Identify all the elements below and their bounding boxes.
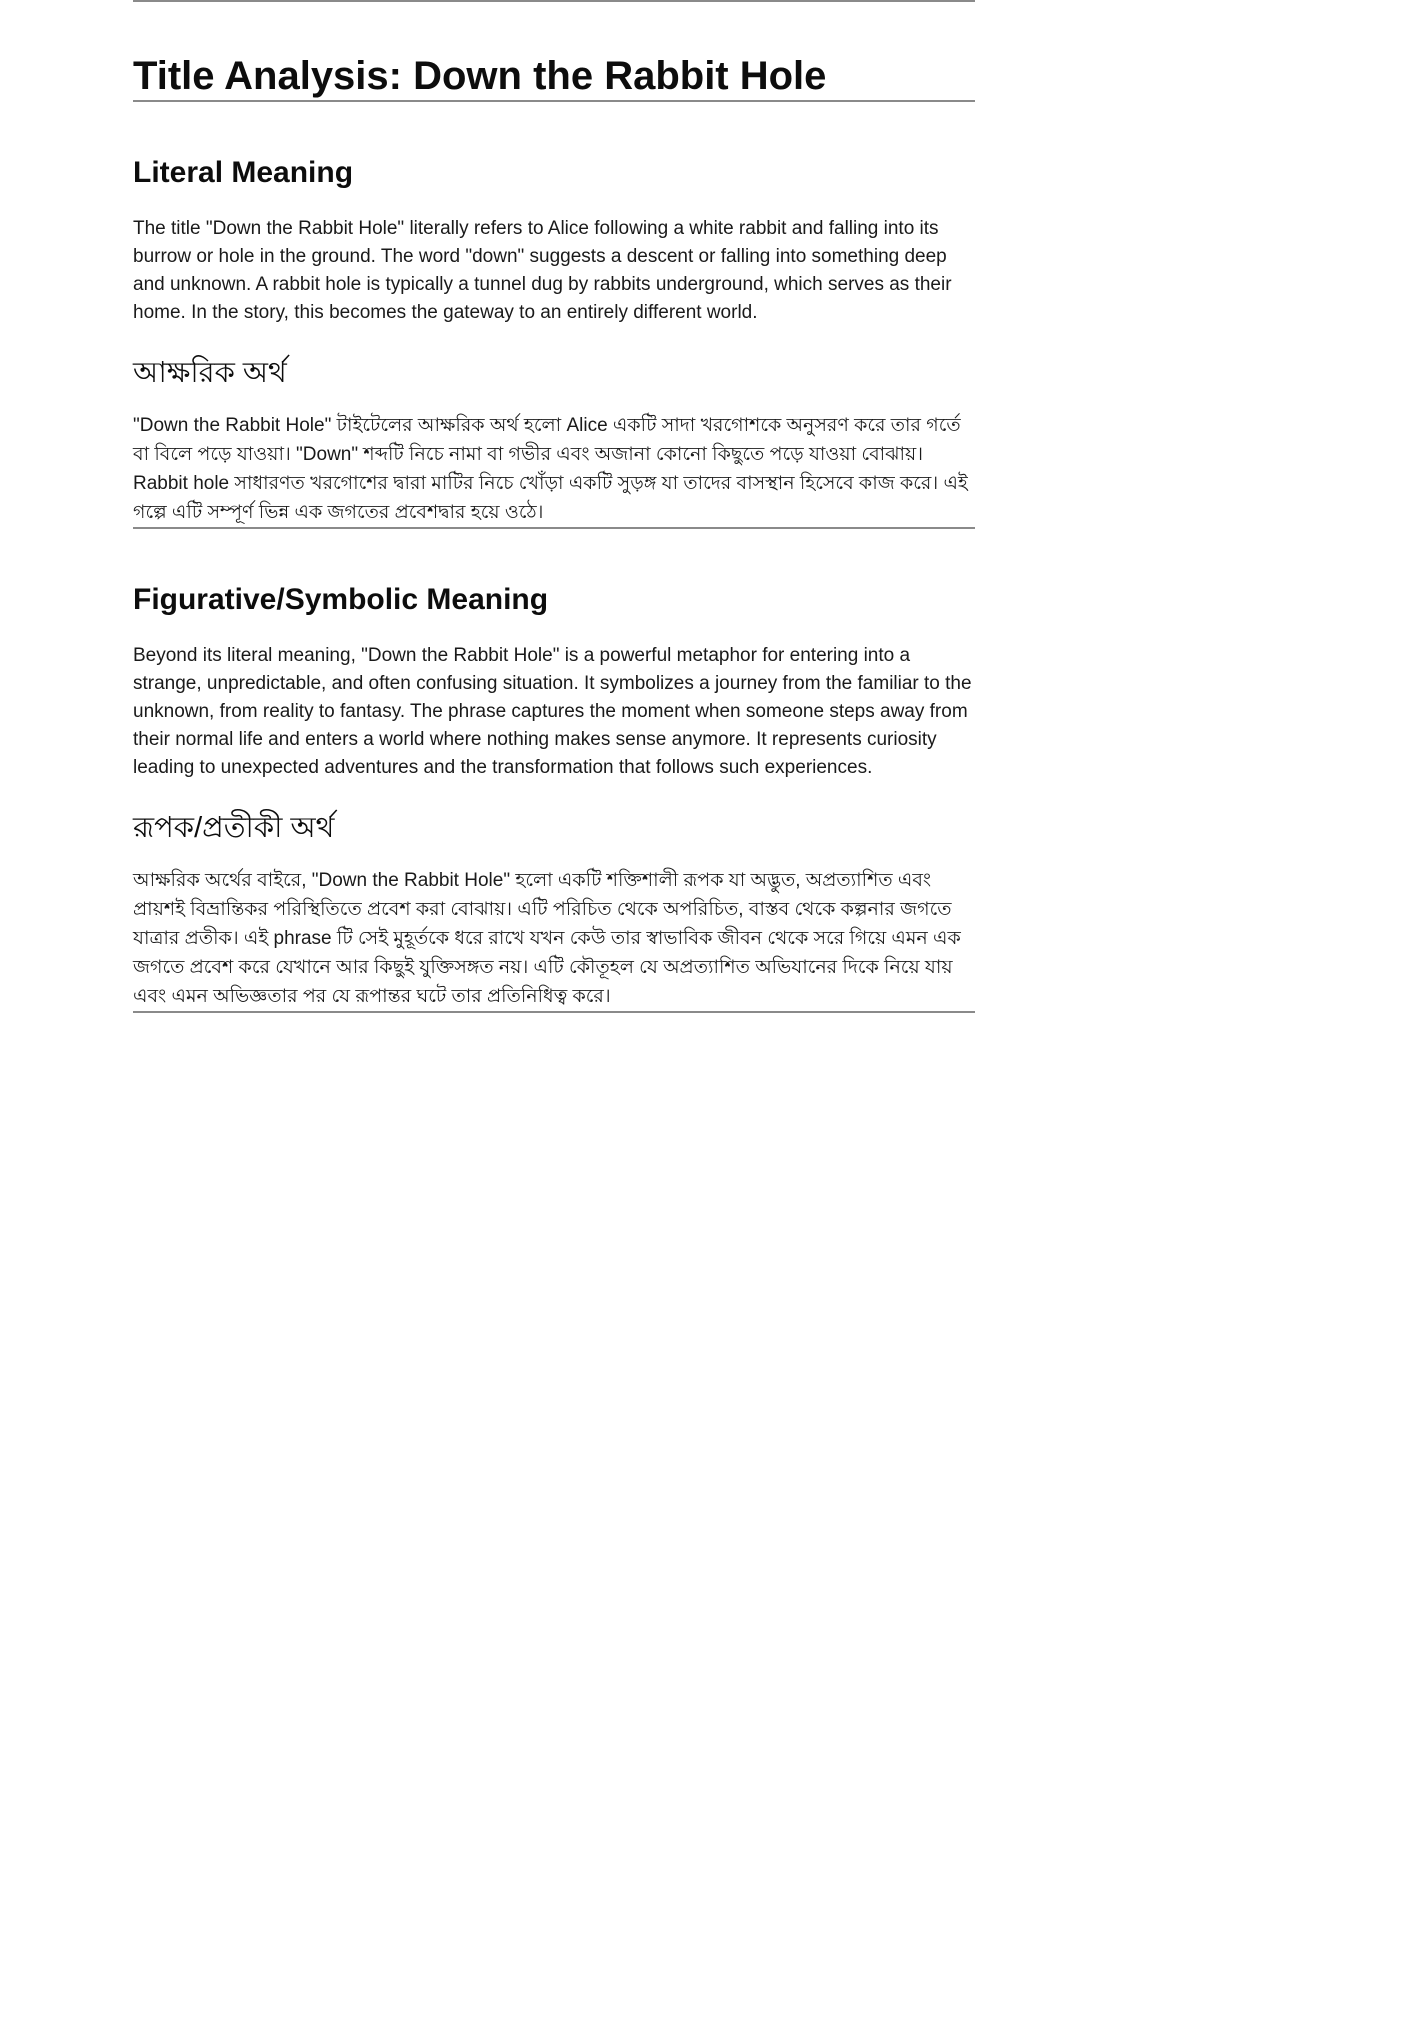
section-heading-literal-meaning: Literal Meaning	[133, 156, 354, 189]
section-heading-figurative-meaning-bn: রূপক/প্রতীকী অর্থ	[133, 812, 335, 844]
section-heading-literal-meaning-bn: আক্ষরিক অর্থ	[133, 357, 287, 389]
divider-top	[133, 0, 975, 2]
divider-bottom	[133, 1011, 975, 1013]
divider-under-title	[133, 100, 975, 102]
section-heading-figurative-meaning: Figurative/Symbolic Meaning	[133, 583, 549, 616]
section-body-figurative-meaning-bn: আক্ষরিক অর্থের বাইরে, "Down the Rabbit Hole" হলো একটি শক্তিশালী রূপক যা অদ্ভুত, অপ্রত্যাশিত এবং প্রায়শই বিভ্রান্তিকর পরিস্থিতিতে প্রবেশ করা বোঝায়। এটি পরিচিত থেকে অপরিচিত, বাস্তব থেকে কল্পনার জগতে যাত্রার প্রতীক। এই phrase টি সেই মুহূর্তকে ধরে রাখে যখন কেউ তার স্বাভাবিক জীবন থেকে সরে গিয়ে এমন এক জগতে প্রবেশ করে যেখানে আর কিছুই যুক্তিসঙ্গত নয়। এটি কৌতূহল যে অপ্রত্যাশিত অভিযানের দিকে নিয়ে যায় এবং এমন অভিজ্ঞতার পর যে রূপান্তর ঘটে তার প্রতিনিধিত্ব করে।	[133, 870, 961, 1007]
document-content	[133, 0, 975, 1013]
section-body-literal-meaning-bn: "Down the Rabbit Hole" টাইটেলের আক্ষরিক অর্থ হলো Alice একটি সাদা খরগোশকে অনুসরণ করে তার গর্তে বা বিলে পড়ে যাওয়া। "Down" শব্দটি নিচে নামা বা গভীর এবং অজানা কোনো কিছুতে পড়ে যাওয়া বোঝায়। Rabbit hole সাধারণত খরগোশের দ্বারা মাটির নিচে খোঁড়া একটি সুড়ঙ্গ যা তাদের বাসস্থান হিসেবে কাজ করে। এই গল্পে এটি সম্পূর্ণ ভিন্ন এক জগতের প্রবেশদ্বার হয়ে ওঠে।	[133, 415, 968, 523]
section-body-figurative-meaning-en: Beyond its literal meaning, "Down the Rabbit Hole" is a powerful metaphor for entering into a strange, unpredictable, and often confusing situation. It symbolizes a journey from the familiar to the unknown, from reality to fantasy. The phrase captures the moment when someone steps away from their normal life and enters a world where nothing makes sense anymore. It represents curiosity leading to unexpected adventures and the transformation that follows such experiences.	[133, 645, 972, 778]
page-title: Title Analysis: Down the Rabbit Hole	[133, 54, 827, 98]
divider-section	[133, 527, 975, 529]
section-body-literal-meaning-en: The title "Down the Rabbit Hole" literally refers to Alice following a white rabbit and falling into its burrow or hole in the ground. The word "down" suggests a descent or falling into something deep and unknown. A rabbit hole is typically a tunnel dug by rabbits underground, which serves as their home. In the story, this becomes the gateway to an entirely different world.	[133, 218, 952, 323]
